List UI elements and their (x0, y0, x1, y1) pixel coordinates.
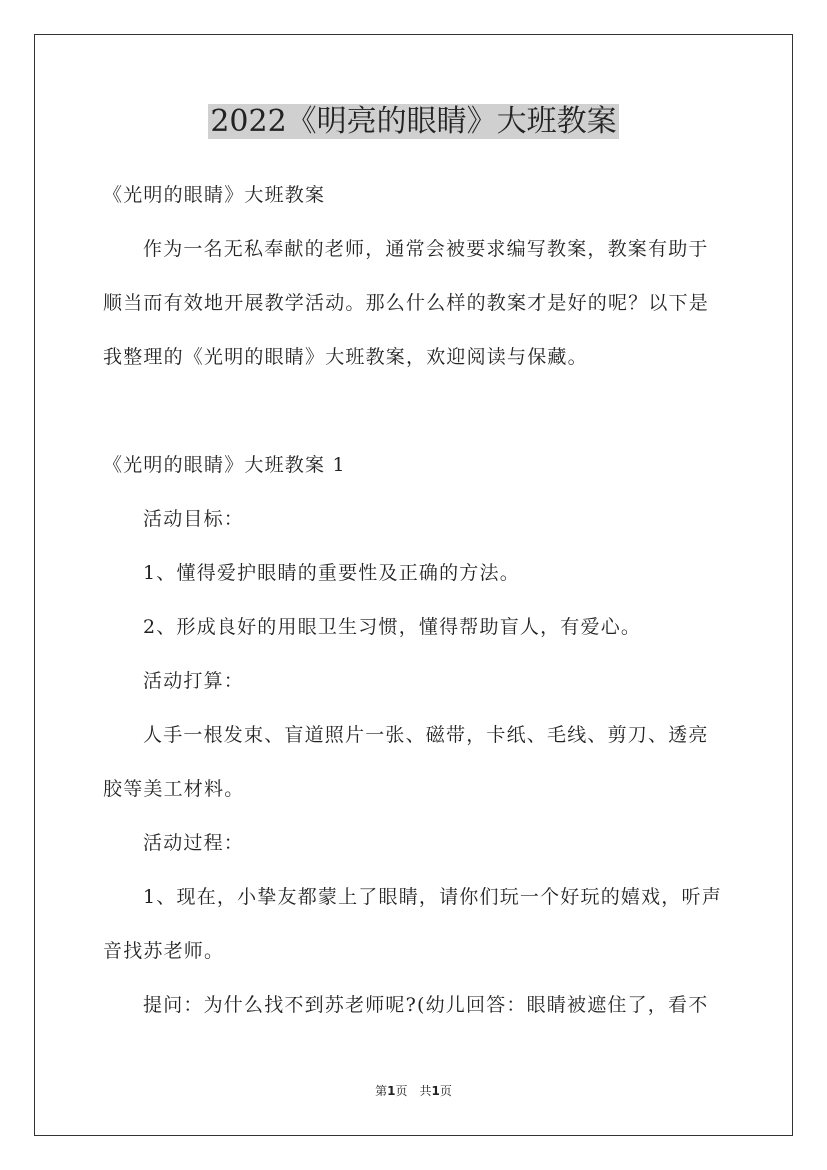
preparation-line-1: 人手一根发束、盲道照片一张、磁带，卡纸、毛线、剪刀、透亮 (143, 724, 709, 746)
intro-line-1: 作为一名无私奉献的老师，通常会被要求编写教案，教案有助于 (143, 238, 709, 260)
footer-page-number: 1 (387, 1084, 396, 1098)
process-line-3: 提问：为什么找不到苏老师呢?(幼儿回答：眼睛被遮住了，看不 (143, 994, 709, 1016)
preparation-line-2: 胶等美工材料。 (103, 778, 245, 800)
objectives-label: 活动目标： (143, 508, 245, 530)
section-heading: 《光明的眼睛》大班教案 1 (103, 454, 346, 476)
preparation-label: 活动打算： (143, 670, 245, 692)
footer-page-prefix: 第 (375, 1084, 388, 1098)
document-title (0, 102, 827, 142)
intro-line-2: 顺当而有效地开展教学活动。那么什么样的教案才是好的呢？以下是 (103, 292, 710, 314)
document-subtitle: 《光明的眼睛》大班教案 (103, 184, 326, 206)
footer-total-prefix: 共 (419, 1084, 432, 1098)
footer-total-number: 1 (431, 1084, 440, 1098)
document-title-text: 2022《明亮的眼睛》大班教案 (210, 104, 617, 139)
footer-page-suffix: 页 (395, 1084, 408, 1098)
process-line-2: 音找苏老师。 (103, 940, 225, 962)
footer-total-suffix: 页 (439, 1084, 452, 1098)
objective-item-2: 2、形成良好的用眼卫生习惯，懂得帮助盲人，有爱心。 (143, 616, 642, 638)
intro-line-3: 我整理的《光明的眼睛》大班教案，欢迎阅读与保藏。 (103, 346, 588, 368)
process-line-1: 1、现在，小挚友都蒙上了眼睛，请你们玩一个好玩的嬉戏，听声 (143, 886, 722, 908)
objective-item-1: 1、懂得爱护眼睛的重要性及正确的方法。 (143, 562, 520, 584)
page-footer (0, 1083, 827, 1099)
process-label: 活动过程： (143, 832, 245, 854)
